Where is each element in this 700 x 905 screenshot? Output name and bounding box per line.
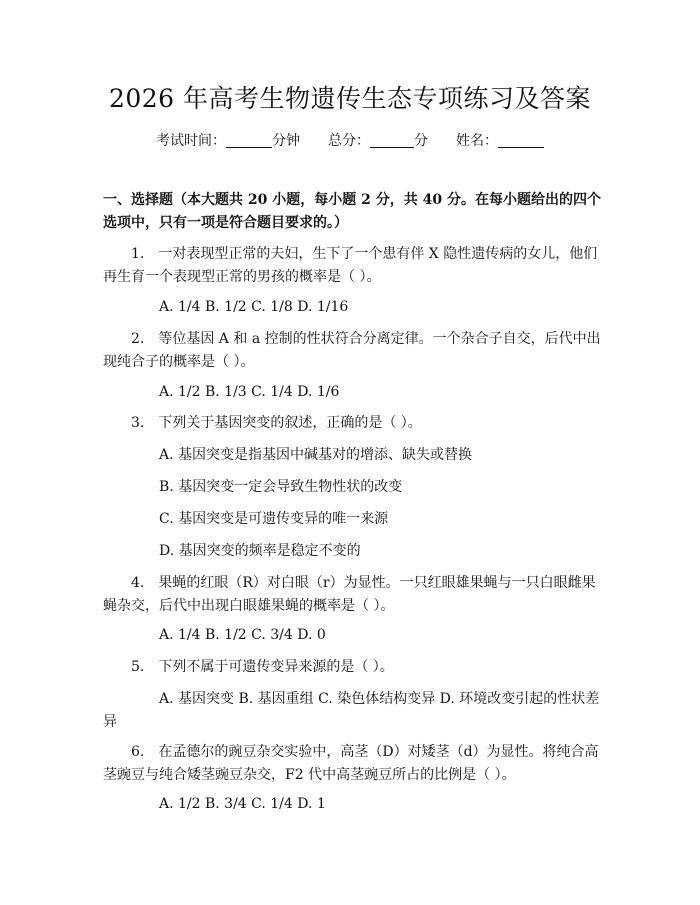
question-3-stem: 3. 下列关于基因突变的叙述，正确的是（ ）。 xyxy=(103,415,422,431)
section-heading: 一、选择题（本大题共 20 小题，每小题 2 分，共 40 分。在每小题给出的四个选项中，只有一项是符合题目要求的。） xyxy=(103,192,601,231)
page-title: 2026 年高考生物遗传生态专项练习及答案 xyxy=(108,84,592,113)
name-field xyxy=(456,131,544,151)
name-blank xyxy=(498,133,544,148)
question-2-options: A. 1/2 B. 1/3 C. 1/4 D. 1/6 xyxy=(159,384,340,400)
total-score-label: 总分： xyxy=(328,133,370,149)
question-4-stem: 4. 果蝇的红眼（R）对白眼（r）为显性。一只红眼雄果蝇与一只白眼雌果蝇杂交，后代中出现白眼雄果蝇的概率是（ ）。 xyxy=(103,575,596,614)
question-3-option-d: D. 基因突变的频率是稳定不变的 xyxy=(159,543,361,559)
exam-time-blank xyxy=(226,133,272,148)
question-1-options: A. 1/4 B. 1/2 C. 1/8 D. 1/16 xyxy=(159,299,349,315)
question-1-stem: 1. 一对表现型正常的夫妇，生下了一个患有伴 X 隐性遗传病的女儿，他们再生育一个表现型正常的男孩的概率是（ ）。 xyxy=(103,246,598,285)
total-score-blank xyxy=(370,133,414,148)
total-score-unit: 分 xyxy=(414,133,428,149)
exam-time-field xyxy=(156,131,300,151)
question-3-option-b: B. 基因突变一定会导致生物性状的改变 xyxy=(159,479,403,495)
total-score-field xyxy=(328,131,428,151)
question-4-options: A. 1/4 B. 1/2 C. 3/4 D. 0 xyxy=(159,627,326,643)
name-label: 姓名： xyxy=(456,133,498,149)
question-5-stem: 5. 下列不属于可遗传变异来源的是（ ）。 xyxy=(103,659,394,675)
exam-time-label: 考试时间： xyxy=(156,133,226,149)
exam-time-unit: 分钟 xyxy=(272,133,300,149)
question-6-stem: 6. 在孟德尔的豌豆杂交实验中，高茎（D）对矮茎（d）为显性。将纯合高茎豌豆与纯合矮茎豌豆杂交，F2 代中高茎豌豆所占的比例是（ ）。 xyxy=(103,744,599,783)
question-5-options: A. 基因突变 B. 基因重组 C. 染色体结构变异 D. 环境改变引起的性状差异 xyxy=(103,691,600,730)
question-2-stem: 2. 等位基因 A 和 a 控制的性状符合分离定律。一个杂合子自交，后代中出现纯合子的概率是（ ）。 xyxy=(103,331,601,370)
question-3-option-c: C. 基因突变是可遗传变异的唯一来源 xyxy=(159,511,389,527)
exam-info-line xyxy=(0,131,700,151)
question-3-option-a: A. 基因突变是指基因中碱基对的增添、缺失或替换 xyxy=(159,447,473,463)
question-6-options: A. 1/2 B. 3/4 C. 1/4 D. 1 xyxy=(159,796,326,812)
